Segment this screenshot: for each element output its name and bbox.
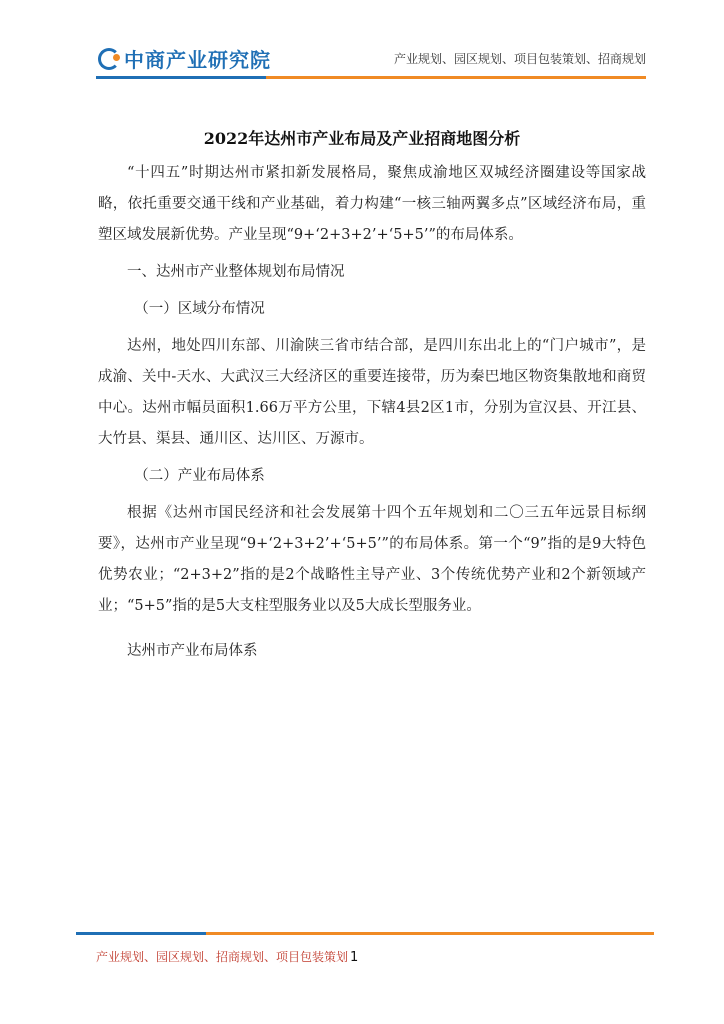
- region-paragraph: 达州，地处四川东部、川渝陕三省市结合部，是四川东出北上的“门户城市”，是成渝、关中-天水、大武汉三大经济区的重要连接带，历为秦巴地区物资集散地和商贸中心。达州市幅员面积1.66万平方公里，下辖4县2区1市，分别为宣汉县、开江县、大竹县、渠县、通川区、达川区、万源市。: [98, 338, 646, 447]
- footer-text: 产业规划、园区规划、招商规划、项目包装策划: [96, 950, 349, 964]
- subsection-heading-industry: （二）产业布局体系: [134, 468, 265, 484]
- intro-paragraph: “十四五”时期达州市紧扣新发展格局，聚焦成渝地区双城经济圈建设等国家战略，依托重要交通干线和产业基础，着力构建“一核三轴两翼多点”区域经济布局，重塑区域发展新优势。产业呈现“9+‘2+3+2’+‘5+5’”的布局体系。: [98, 165, 646, 243]
- document-title: 2022年达州市产业布局及产业招商地图分析: [203, 129, 521, 148]
- logo-text: 中商产业研究院: [124, 48, 271, 72]
- logo: [98, 44, 271, 73]
- section-heading: 一、达州市产业整体规划布局情况: [127, 264, 345, 280]
- figure-caption: 达州市产业布局体系: [127, 643, 258, 659]
- header-divider-orange: [266, 76, 646, 79]
- subsection-heading-region: （一）区域分布情况: [134, 301, 265, 317]
- logo-icon: [98, 48, 120, 70]
- document-body: [98, 158, 646, 667]
- footer-divider-orange: [206, 932, 654, 935]
- industry-paragraph: 根据《达州市国民经济和社会发展第十四个五年规划和二〇三五年远景目标纲要》，达州市产业呈现“9+‘2+3+2’+‘5+5’”的布局体系。第一个“9”指的是9大特色优势农业；“2+3+2”指的是2个战略性主导产业、3个传统优势产业和2个新领域产业；“5+5”指的是5大支柱型服务业以及5大成长型服务业。: [98, 505, 646, 614]
- page-header: [0, 0, 724, 90]
- header-divider-blue: [96, 76, 266, 79]
- page-footer: [96, 948, 358, 965]
- header-tagline: 产业规划、园区规划、项目包装策划、招商规划: [393, 52, 646, 66]
- footer-divider-blue: [76, 932, 206, 935]
- page-number: 1: [350, 950, 359, 965]
